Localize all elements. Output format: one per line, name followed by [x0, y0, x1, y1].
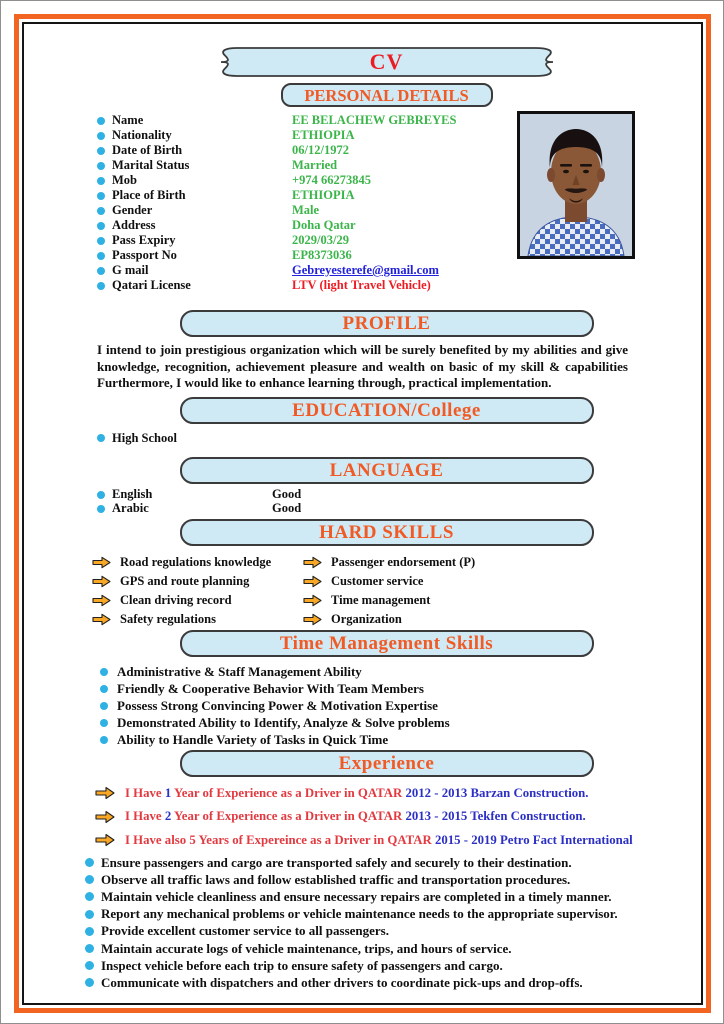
bullet-icon	[97, 192, 105, 200]
field-label: Marital Status	[112, 158, 190, 172]
email-link[interactable]: Gebreyesterefe@gmail.com	[292, 263, 439, 277]
bullet-icon	[85, 910, 94, 919]
duty-label: Maintain accurate logs of vehicle maintenance, trips, and hours of service.	[101, 940, 512, 956]
section-heading-time-management: Time Management Skills	[180, 630, 594, 657]
field-value: EP8373036	[292, 248, 352, 262]
field-label: Mob	[112, 173, 137, 187]
time-management-item	[24, 698, 701, 715]
bullet-icon	[85, 978, 94, 987]
section-heading-personal-details: PERSONAL DETAILS	[281, 83, 493, 107]
experience-text: I Have 1 Year of Experience as a Driver in QATAR 2012 - 2013 Barzan Construction.	[125, 785, 589, 800]
portrait-photo-graphic	[520, 114, 632, 256]
bullet-icon	[97, 117, 105, 125]
profile-paragraph: I intend to join prestigious organization which will be surely benefited by my abilities and give knowledge, recognition, achievement pleasure and wealth on basic of my skill & capabilities Furthermore, I would like to enhance learning through, practical implementation.	[97, 342, 628, 390]
field-label: Name	[112, 113, 144, 127]
time-management-item	[24, 732, 701, 749]
duty-item	[24, 854, 701, 871]
language-row	[24, 488, 701, 502]
field-label: Passport No	[112, 248, 177, 262]
experience-entry	[24, 829, 701, 853]
cv-title-banner	[217, 45, 557, 79]
field-label: Pass Expiry	[112, 233, 176, 247]
field-value: LTV (light Travel Vehicle)	[292, 278, 431, 292]
hard-skill-label: Time management	[331, 592, 431, 607]
section-heading-hard-skills: HARD SKILLS	[180, 519, 594, 546]
bullet-icon	[85, 858, 94, 867]
language-label: Arabic	[112, 501, 149, 515]
duty-label: Report any mechanical problems or vehicle maintenance needs to the appropriate supervisor.	[101, 906, 618, 922]
bullet-icon	[97, 222, 105, 230]
bullet-icon	[97, 147, 105, 155]
duty-label: Communicate with dispatchers and other drivers to coordinate pick-ups and drop-offs.	[101, 974, 583, 990]
duty-label: Maintain vehicle cleanliness and ensure necessary repairs are completed in a timely manner.	[101, 888, 612, 904]
hard-skill-label: Passenger endorsement (P)	[331, 554, 476, 569]
arrow-icon	[92, 556, 111, 569]
arrow-icon	[303, 594, 322, 607]
hard-skill-row	[24, 572, 701, 591]
arrow-icon	[303, 613, 322, 626]
experience-entry	[24, 805, 701, 829]
bullet-icon	[100, 668, 108, 676]
bullet-icon	[97, 237, 105, 245]
duty-label: Provide excellent customer service to all passengers.	[101, 923, 389, 939]
bullet-icon	[97, 267, 105, 275]
bullet-icon	[97, 491, 105, 499]
portrait-photo	[517, 111, 635, 259]
personal-field-row	[24, 278, 701, 293]
bullet-icon	[85, 875, 94, 884]
duty-item	[24, 974, 701, 991]
time-management-item	[24, 664, 701, 681]
arrow-icon	[92, 613, 111, 626]
field-value: ETHIOPIA	[292, 128, 355, 142]
language-level: Good	[272, 487, 302, 501]
bullet-icon	[85, 961, 94, 970]
field-label: Qatari License	[112, 278, 191, 292]
hard-skill-label: Road regulations knowledge	[120, 554, 272, 569]
bullet-icon	[97, 132, 105, 140]
time-management-item	[24, 715, 701, 732]
experience-text: I Have also 5 Years of Expereince as a Driver in QATAR 2015 - 2019 Petro Fact International	[125, 832, 633, 847]
field-value: +974 66273845	[292, 173, 371, 187]
bullet-icon	[97, 177, 105, 185]
bullet-icon	[85, 927, 94, 936]
bullet-icon	[97, 282, 105, 290]
field-value: ETHIOPIA	[292, 188, 355, 202]
time-management-label: Ability to Handle Variety of Tasks in Quick Time	[117, 732, 389, 747]
page-title: CV	[369, 49, 404, 74]
hard-skill-row	[24, 610, 701, 629]
hard-skill-label: Safety regulations	[120, 611, 216, 626]
field-value: EE BELACHEW GEBREYES	[292, 113, 457, 127]
field-label: Place of Birth	[112, 188, 186, 202]
field-value: Male	[292, 203, 320, 217]
duty-item	[24, 940, 701, 957]
bullet-icon	[100, 685, 108, 693]
section-heading-education: EDUCATION/College	[180, 397, 594, 424]
duty-label: Inspect vehicle before each trip to ensure safety of passengers and cargo.	[101, 957, 503, 973]
duty-item	[24, 957, 701, 974]
arrow-icon	[303, 556, 322, 569]
education-item-label: High School	[112, 430, 177, 445]
bullet-icon	[97, 505, 105, 513]
hard-skill-row	[24, 553, 701, 572]
field-value: 2029/03/29	[292, 233, 349, 247]
bullet-icon	[100, 736, 108, 744]
education-item	[24, 431, 701, 446]
field-value: 06/12/1972	[292, 143, 349, 157]
bullet-icon	[85, 892, 94, 901]
field-value: Doha Qatar	[292, 218, 356, 232]
duty-item	[24, 888, 701, 905]
field-label: Address	[112, 218, 156, 232]
duty-item	[24, 923, 701, 940]
field-label: Nationality	[112, 128, 172, 142]
time-management-item	[24, 681, 701, 698]
bullet-icon	[97, 162, 105, 170]
field-label: Date of Birth	[112, 143, 183, 157]
arrow-icon	[95, 786, 115, 800]
section-heading-language: LANGUAGE	[180, 457, 594, 484]
time-management-label: Possess Strong Convincing Power & Motivation Expertise	[117, 698, 438, 713]
experience-entry	[24, 782, 701, 806]
time-management-label: Friendly & Cooperative Behavior With Team Members	[117, 681, 424, 696]
language-level: Good	[272, 501, 302, 515]
personal-field-row	[24, 263, 701, 278]
bullet-icon	[85, 944, 94, 953]
duty-item	[24, 906, 701, 923]
hard-skill-label: Organization	[331, 611, 402, 626]
arrow-icon	[92, 594, 111, 607]
language-row	[24, 502, 701, 516]
bullet-icon	[100, 702, 108, 710]
duty-label: Observe all traffic laws and follow established traffic and transportation procedures.	[101, 871, 571, 887]
section-heading-profile: PROFILE	[180, 310, 594, 337]
bullet-icon	[100, 719, 108, 727]
field-label: G mail	[112, 263, 149, 277]
field-label: Gender	[112, 203, 153, 217]
field-value: Married	[292, 158, 338, 172]
hard-skill-label: Customer service	[331, 573, 424, 588]
bullet-icon	[97, 252, 105, 260]
arrow-icon	[95, 810, 115, 824]
bullet-icon	[97, 207, 105, 215]
experience-text: I Have 2 Year of Experience as a Driver in QATAR 2013 - 2015 Tekfen Construction.	[125, 809, 586, 824]
hard-skill-label: Clean driving record	[120, 592, 232, 607]
arrow-icon	[303, 575, 322, 588]
duty-label: Ensure passengers and cargo are transported safely and securely to their destination.	[101, 854, 572, 870]
section-heading-experience: Experience	[180, 750, 594, 777]
arrow-icon	[95, 833, 115, 847]
hard-skill-label: GPS and route planning	[120, 573, 250, 588]
time-management-label: Demonstrated Ability to Identify, Analyze & Solve problems	[117, 715, 450, 730]
hard-skill-row	[24, 591, 701, 610]
language-label: English	[112, 487, 153, 501]
time-management-label: Administrative & Staff Management Ability	[117, 664, 362, 679]
arrow-icon	[92, 575, 111, 588]
duty-item	[24, 871, 701, 888]
bullet-icon	[97, 434, 105, 442]
